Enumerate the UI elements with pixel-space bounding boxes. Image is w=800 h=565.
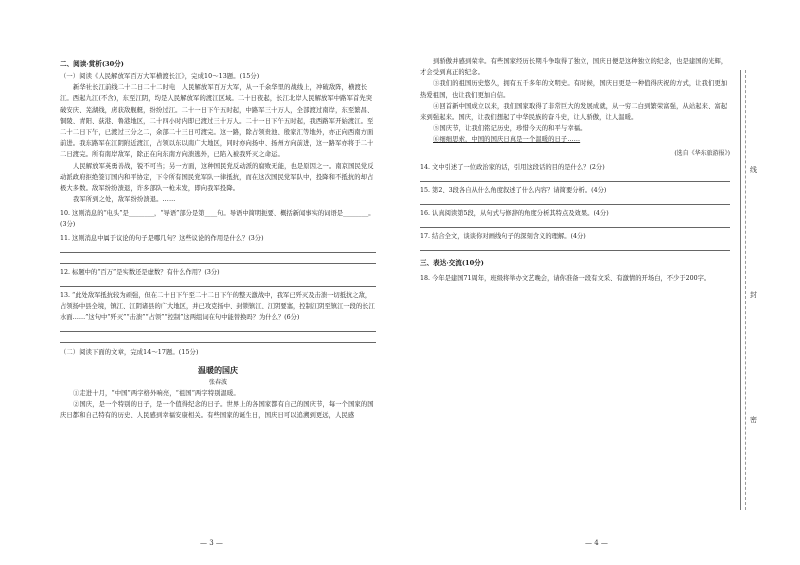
page-number: — 4 — (585, 539, 608, 547)
question-10: 10. 这则消息的“电头”是________，“导语”部分是第____句。导语中简明扼要、概括新闻事实的词语是________。(3分) (60, 210, 375, 229)
article-title: 温暖的国庆 (198, 364, 238, 375)
binding-dashed-line (745, 70, 746, 510)
seal-mark-feng: 封 (750, 291, 757, 299)
section-header-expression: 三、表达·交流(10分) (420, 258, 484, 267)
answer-line (420, 173, 730, 182)
section-header-reading: 二、阅读·赏析(30分) (60, 60, 124, 68)
article-paragraph: ④回首新中国成立以来，我们国家取得了非常巨大的发展成就，从一穷二白到繁荣富强，从站起来、富起来到强起来。国庆，让我们想起了中华民族的奋斗史，让人骄傲，让人温暖。 (420, 102, 728, 122)
article-paragraph: ⑤国庆节，让我们铭记历史，珍惜今天的和平与幸福。 (433, 125, 587, 133)
question-12: 12. 标题中的“百万”是实数还是虚数？有什么作用？(3分) (60, 269, 220, 277)
article-paragraph: ①走进十月，“中国”两字格外响亮，“祖国”两字特别温暖。 (73, 389, 240, 397)
news-paragraph: 新华社长江前线二十二日二十二时电 人民解放军百万大军，从一千余华里的战线上，冲破敌阵，横渡长江。西起九江(不含)，东至江阴，均是人民解放军的渡江区域。二十日夜起，长江北岸人民解放军中路军首先突破安庆、芜湖线，虏获敌舰艇，纷纷过江。二十一日下午五时起，中路军三十万人，全部渡过南岸，东至繁昌、铜陵、青阳、荻港、鲁港地区，二十四小时内即已渡过三十万人。二十一日下午五时起，我西路军开始渡江。至二十二日下午，已渡过三分之二，余部二十三日可渡完。这一路，除占领贵池、殷家汇等地外，亦正向西南方面前进。我东路军在江阴附近渡江，占领以东以南广大地区，同时亦向扬中、扬州方向前进，这一路军亦将于二十二日渡完。所有南岸敌军，除正在向东南方向溃逃外，已陷入被我歼灭之命运。 (60, 84, 374, 159)
question-15: 15. 第2、3段各自从什么角度叙述了什么内容？请简要分析。(4分) (420, 186, 607, 194)
article-source: (选自《华东旅游报》) (674, 149, 730, 157)
article-author: 张春波 (208, 378, 227, 386)
answer-line (420, 219, 730, 228)
answer-line (60, 323, 376, 332)
news-paragraph: 人民解放军英勇善战，锐不可当；另一方面，这种国民党反动派的腐败无能，也是原因之一。南京国民党反动派政府拒绝签订国内和平协定，下令所有国民党军队一律抵抗，而在这次国民党军队中，投降和不抵抗的却占极大多数。敌军纷纷溃退，许多部队一枪未发，即向我军投降。 (60, 162, 374, 193)
right-column (420, 56, 730, 284)
answer-line (60, 334, 376, 343)
news-paragraph: 我军所到之处，敌军纷纷溃退。…… (73, 196, 176, 204)
answer-line (420, 242, 730, 251)
question-16: 16. 认真阅读第5段，从句式与修辞的角度分析其特点及效果。(4分) (420, 209, 609, 217)
question-18: 18. 今年是建国71周年，班级将举办文艺晚会，请你准备一段有文采、有激情的开场白，不少于200字。 (420, 274, 711, 282)
part1-intro: （一）阅读《人民解放军百万大军横渡长江》，完成10～13题。(15分) (60, 73, 260, 80)
article-paragraph: 到骄傲并感到荣幸。有些国家经历长期斗争取得了独立，国庆日便是这种独立的纪念，也是建国的光辉，才会受到真正的纪念。 (420, 58, 728, 77)
article-paragraph: ②国庆，是一个特别的日子，是一个值得纪念的日子。世界上的各国家都有自己的国庆节，每一个国家的国庆日都和自己特有的历史、人民感到幸福安康相关。有些国家的诞生日，国庆日可以追溯到更远，人民感 (60, 400, 374, 420)
seal-mark-xian: 线 (750, 166, 757, 174)
underlined-sentence: ⑥细细思索，中国的国庆日真是一个温暖的日子…… (433, 136, 581, 144)
question-13: 13. “此处敌军抵抗较为顽强，但在二十日下午至二十二日下午的整天激战中，我军已歼灭及击溃一切抵抗之敌，占领扬中县全境，镇江、江阴诸县的广大地区，并已攻克扬中、封锁镇江、江阴要塞，控制江阴至镇江一段的长江水面……”这句中“歼灭”“击溃”“占领”“控制”这两组词在句中能替换吗？为什么？(6分) (60, 292, 375, 322)
page-number: — 3 — (200, 539, 223, 547)
answer-line (60, 255, 376, 264)
seal-mark-mi: 密 (750, 416, 757, 424)
part2-intro: （二）阅读下面的文章，完成14～17题。(15分) (60, 349, 199, 357)
left-column (60, 56, 376, 421)
answer-line (60, 278, 376, 287)
question-17: 17. 结合全文，谈谈你对画线句子的深刻含义的理解。(4分) (420, 232, 586, 240)
binding-line (740, 70, 741, 510)
question-14: 14. 文中引述了一位政治家的话，引用这段话的目的是什么？(2分) (420, 163, 605, 171)
question-11: 11. 这则消息中属于议论的句子是哪几句？这些议论的作用是什么？(3分) (60, 235, 264, 243)
article-paragraph: ③我们的祖国历史悠久，拥有五千多年的文明史。有时候，国庆日更是一种值得庆祝的方式，让我们更加热爱祖国，也让我们更加自信。 (420, 80, 728, 99)
answer-line (420, 196, 730, 205)
answer-line (60, 244, 376, 253)
